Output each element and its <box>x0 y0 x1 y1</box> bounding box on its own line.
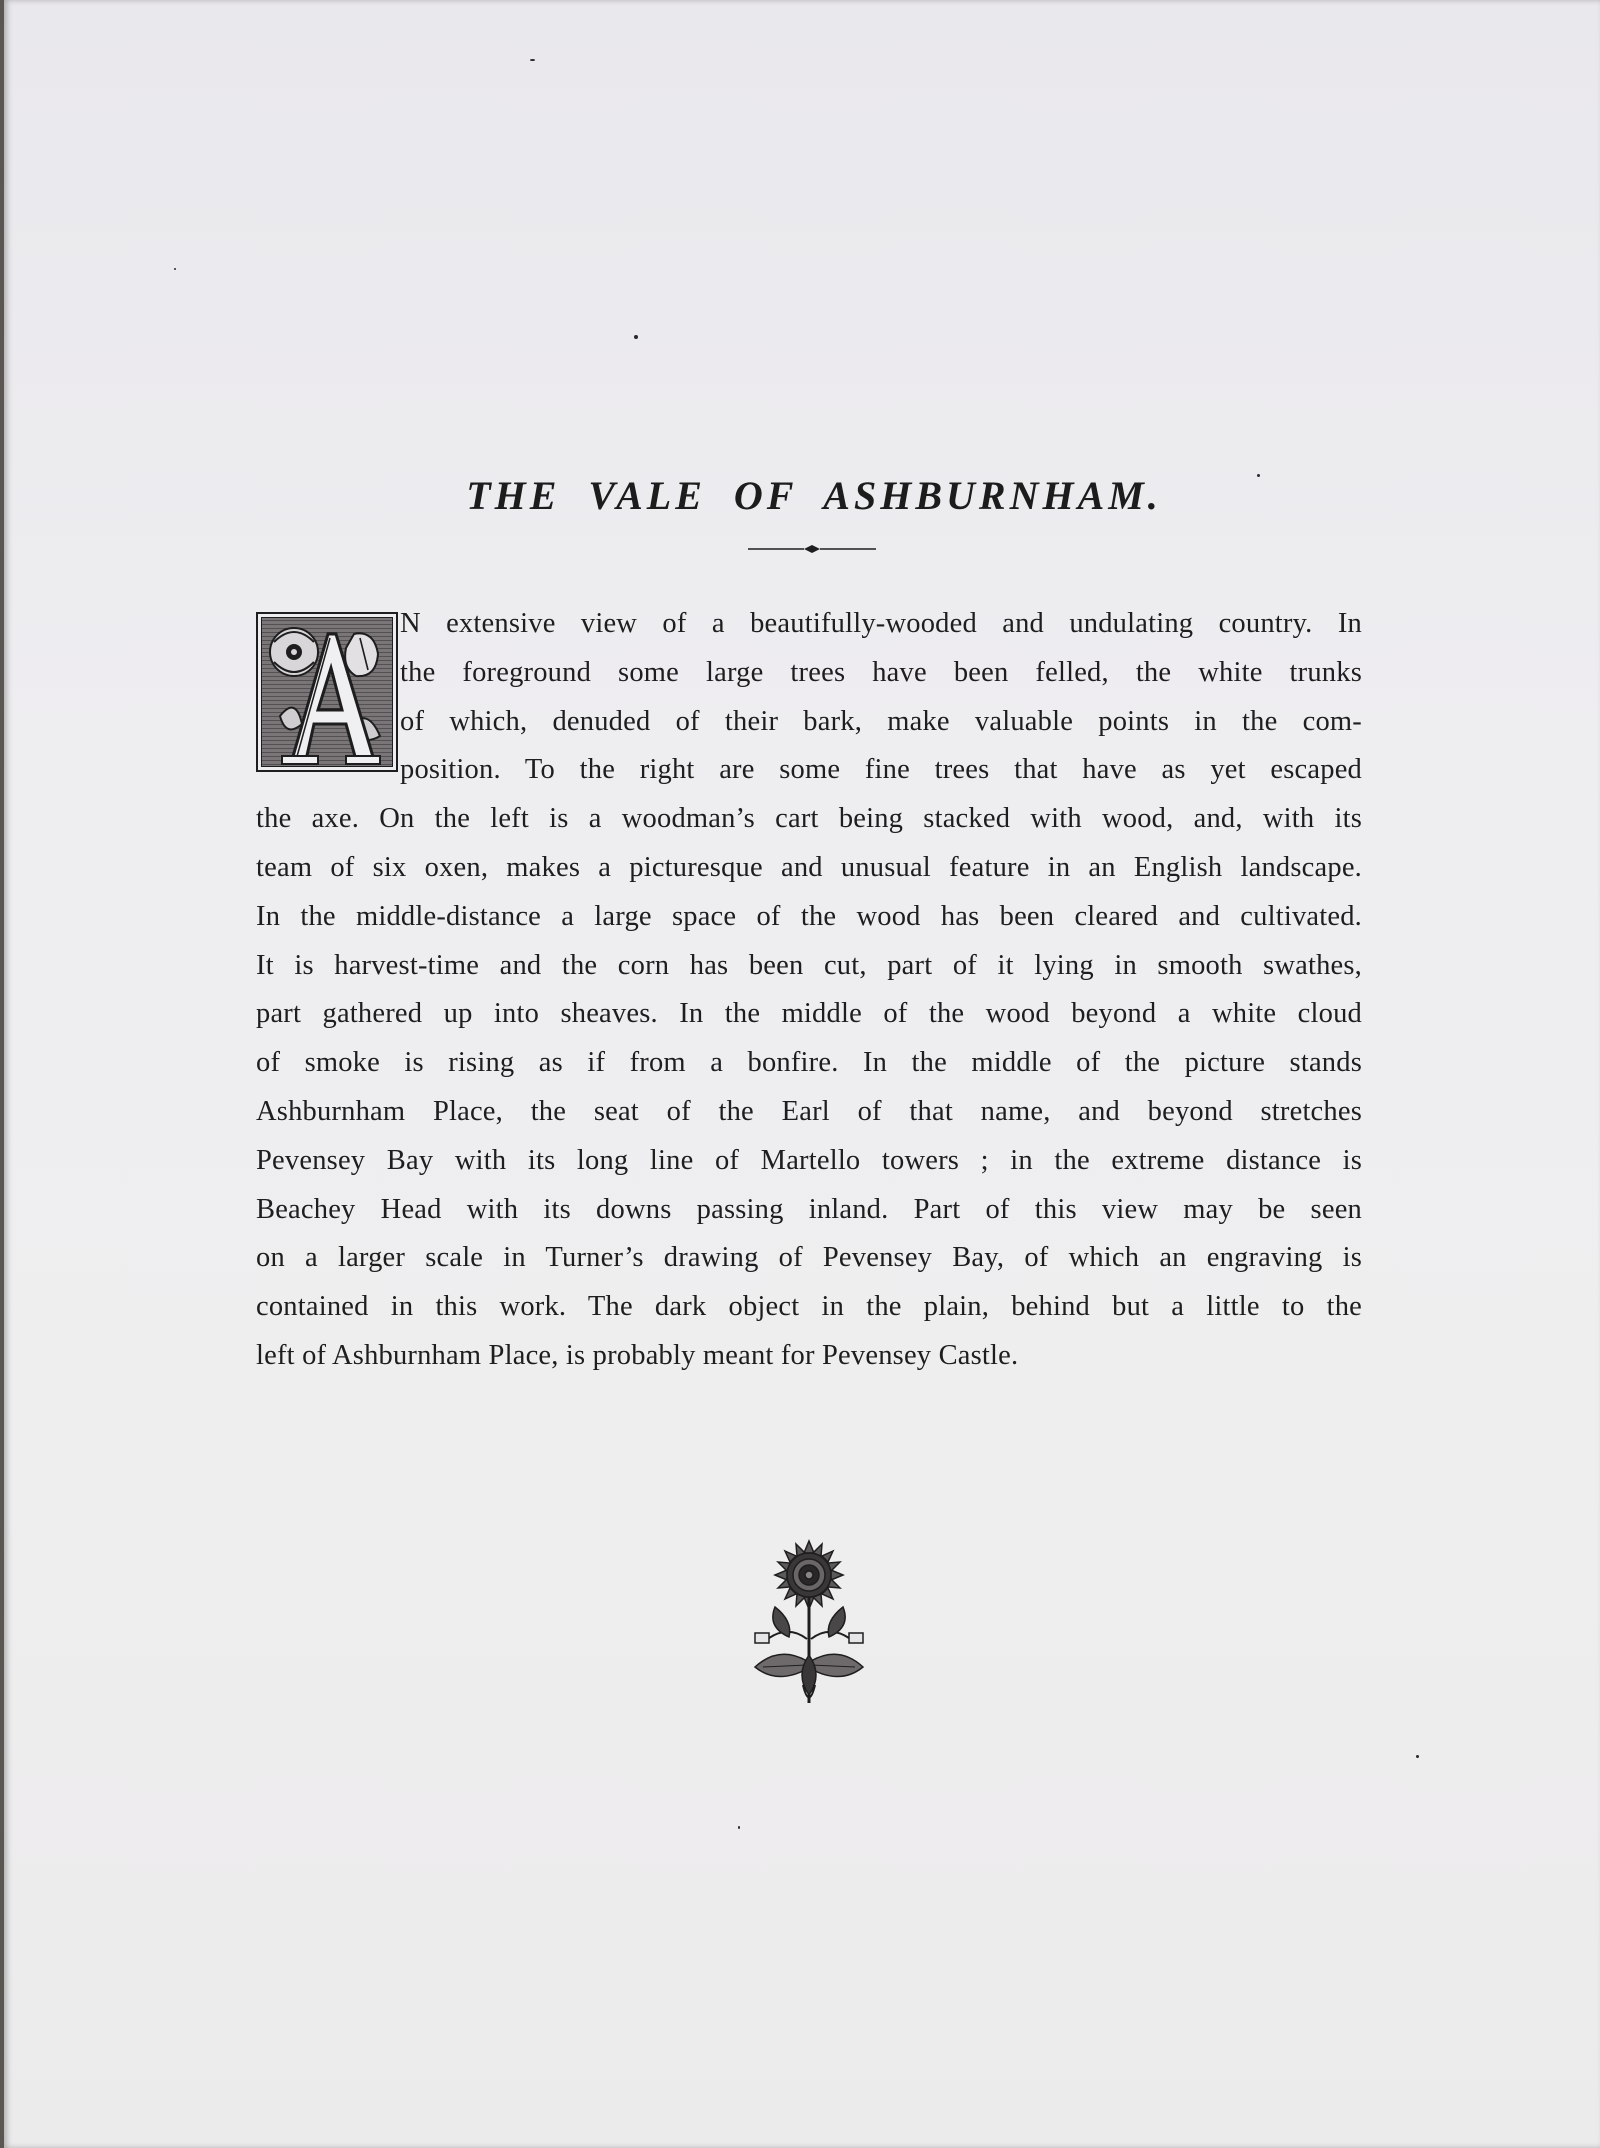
page-title: THE VALE OF ASHBURNHAM. <box>466 472 1162 518</box>
paragraph-line: contained in this work. The dark object in the plain, behind but a little to the <box>256 1291 1362 1323</box>
paragraph-line: the axe. On the left is a woodman’s cart being stacked with wood, and, with its <box>256 803 1362 835</box>
paragraph-line: position. To the right are some fine trees that have as yet escaped <box>400 754 1362 786</box>
diamond-divider-icon <box>748 543 876 555</box>
paper-speck <box>634 335 638 339</box>
sunflower-ornament-icon <box>749 1535 869 1710</box>
paragraph-line: Ashburnham Place, the seat of the Earl of that name, and beyond stretches <box>256 1095 1362 1127</box>
paragraph-line: part gathered up into sheaves. In the middle of the wood beyond a white cloud <box>256 998 1362 1030</box>
paragraph-line: Pevensey Bay with its long line of Martello towers ; in the extreme distance is <box>256 1144 1362 1176</box>
paragraph-line: of smoke is rising as if from a bonfire. In the middle of the picture stands <box>256 1047 1362 1079</box>
paragraph-line: on a larger scale in Turner’s drawing of Pevensey Bay, of which an engraving is <box>256 1242 1362 1274</box>
book-page <box>4 0 1600 2148</box>
paragraph-line: In the middle-distance a large space of the wood has been cleared and cultivated. <box>256 900 1362 932</box>
paper-speck <box>738 1826 740 1829</box>
paper-speck <box>174 268 176 270</box>
paragraph-line: It is harvest-time and the corn has been cut, part of it lying in smooth swathes, <box>256 949 1362 981</box>
paragraph-line: team of six oxen, makes a picturesque and unusual feature in an English landscape. <box>256 851 1362 883</box>
paragraph-line: left of Ashburnham Place, is probably meant for Pevensey Castle. <box>256 1339 1019 1371</box>
paragraph-line: of which, denuded of their bark, make valuable points in the com- <box>400 705 1362 737</box>
body-paragraph <box>256 600 1362 1381</box>
paragraph-line: the foreground some large trees have been felled, the white trunks <box>400 656 1362 688</box>
paragraph-line: Beachey Head with its downs passing inland. Part of this view may be seen <box>256 1193 1362 1225</box>
paragraph-line: N extensive view of a beautifully-wooded and undulating country. In <box>400 608 1362 639</box>
paper-speck <box>1416 1755 1419 1758</box>
paper-speck <box>530 59 535 61</box>
